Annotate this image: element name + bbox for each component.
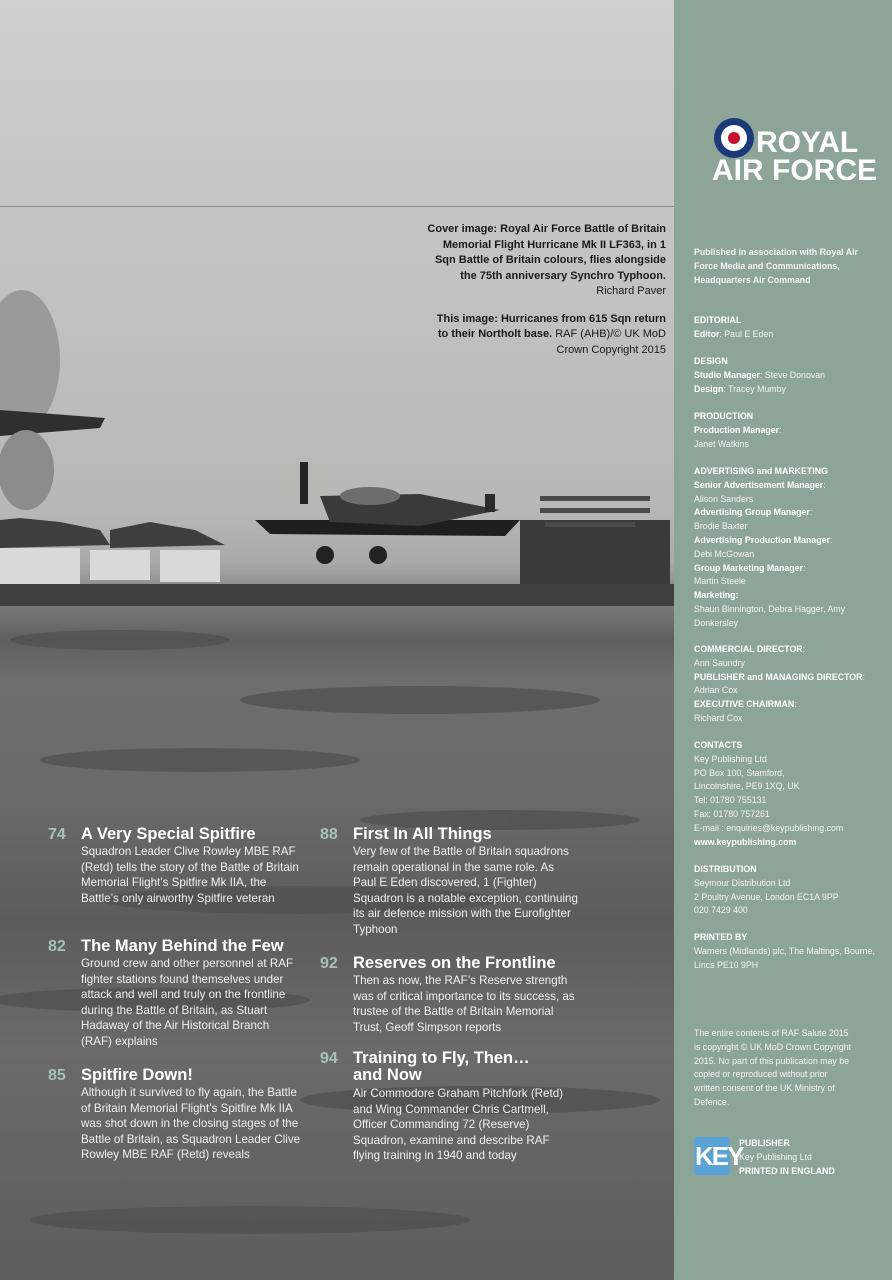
contents-entry-92[interactable]: 92 Reserves on the Frontline Then as now, the RAF’s Reserve strength was of critical importance to its success, as trustee of the Battle of Britain Memorial Trust, Geoff Simpson reports (320, 954, 575, 1034)
association-note: Published in association with Royal Air Force Media and Communications, Headquarters Air Command (694, 247, 858, 285)
raf-roundel-icon (714, 118, 754, 158)
contacts-section: CONTACTS Key Publishing Ltd PO Box 100, Stamford, Lincolnshire, PE9 1XQ, UK Tel: 01780 755131 Fax: 01780 757261 E-mail : enquiries@keypublishing.com www.keypublishing.com (694, 739, 884, 849)
contents-entry-82[interactable]: 82 The Many Behind the Few Ground crew and other personnel at RAF fighter stations found themselves under attack and well and truly on the frontline during the Battle of Britain, as Stuart Hadaway of the Air Historical Branch (RAF) explains (48, 937, 294, 1048)
contents-entry-85[interactable]: 85 Spitfire Down! Although it survived to fly again, the Battle of Britain Memorial Flight’s Spitfire Mk IIA was shot down in the closing stages of the Battle of Britain, as Squadron Leader Clive Rowley MBE RAF (Retd) reveals (48, 1066, 301, 1162)
masthead-sidebar (674, 0, 892, 1280)
image-captions (426, 222, 666, 370)
directors-section: COMMERCIAL DIRECTOR: Ann Saundry PUBLISHER and MANAGING DIRECTOR: Adrian Cox EXECUTIVE CHAIRMAN: Richard Cox (694, 644, 865, 723)
advertising-section: ADVERTISING and MARKETING Senior Advertisement Manager: Alison Sanders Advertising Group Manager: Brodie Baxter Advertising Production Manager: Debi McGowan Group Marketing Manager: Martin Steele Marketing: Shaun Binnington, Debra Hagger, Amy Donkersley (694, 466, 846, 628)
contents-entry-74[interactable]: 74 A Very Special Spitfire Squadron Leader Clive Rowley MBE RAF (Retd) tells the story of the Battle of Britain Memorial Flight’s Spitfire Mk IIA, the Battle’s only airworthy Spitfire veteran (48, 825, 299, 905)
cover-caption: Cover image: Royal Air Force Battle of Britain Memorial Flight Hurricane Mk II LF363, in 1 Sqn Battle of Britain colours, flies alongside the 75th anniversary Synchro Typhoon. Richard Paver (427, 223, 666, 297)
contents-entry-94[interactable]: 94 Training to Fly, Then… and Now Air Commodore Graham Pitchfork (Retd) and Wing Commander Chris Cartmell, Officer Commanding 72 (Reserve) Squadron, examine and describe RAF flying training in 1940 and today (320, 1049, 564, 1163)
publisher-block: PUBLISHER Key Publishing Ltd PRINTED IN ENGLAND (739, 1138, 835, 1176)
foreground-aircraft (0, 290, 105, 510)
raf-logo: ROYAL AIR FORCE (710, 118, 890, 186)
contents-entry-88[interactable]: 88 First In All Things Very few of the Battle of Britain squadrons remain operational in the same role. As Paul E Eden discovered, 1 (Fighter) Squadron is a notable exception, continuing its air defence mission with the Eurofighter Typhoon (320, 825, 578, 936)
printed-by-section: PRINTED BY Warners (Midlands) plc, The Maltings, Bourne, Lincs PE10 9PH (694, 932, 875, 970)
website-link[interactable]: www.keypublishing.com (694, 836, 797, 847)
this-image-caption: This image: Hurricanes from 615 Sqn return to their Northolt base. RAF (AHB)/© UK MoD Crown Copyright 2015 (436, 312, 666, 356)
design-section: DESIGN Studio Manager: Steve Donovan Design: Tracey Mumby (694, 356, 826, 394)
distribution-section: DISTRIBUTION Seymour Distribution Ltd 2 Poultry Avenue, London EC1A 9PP 020 7429 400 (694, 864, 839, 916)
key-publishing-logo: KEY (694, 1137, 730, 1175)
editorial-section: EDITORIAL Editor: Paul E Eden (694, 315, 774, 339)
hurricane-aircraft (255, 462, 520, 564)
production-section: PRODUCTION Production Manager: Janet Watkins (694, 411, 782, 449)
copyright-notice: The entire contents of RAF Salute 2015 is copyright © UK MoD Crown Copyright 2015. No part of this publication may be copied or reproduced without prior written consent of the UK Ministry of Defence. (694, 1028, 852, 1107)
